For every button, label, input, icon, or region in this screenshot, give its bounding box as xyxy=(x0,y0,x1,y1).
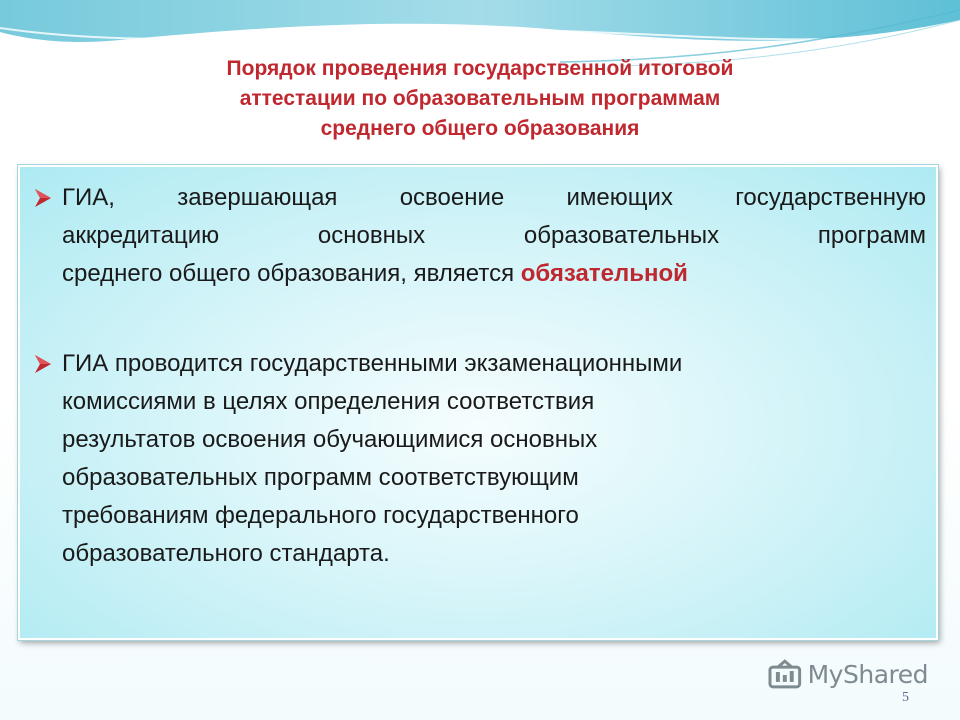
bullet-line: образовательных программ соответствующим xyxy=(62,464,579,491)
slide-title xyxy=(110,54,850,144)
page-number: 5 xyxy=(902,690,909,705)
content-box xyxy=(18,165,938,640)
bullet-item xyxy=(32,345,926,573)
bullet-line: результатов освоения обучающимися основных xyxy=(62,426,598,453)
bullet-line: ГИА проводится государственными экзаменационными xyxy=(62,350,683,377)
bullet-line: аккредитацию основных образовательных программ xyxy=(62,222,926,249)
bullet-line: комиссиями в целях определения соответствия xyxy=(62,388,595,415)
arrowhead-bullet-icon xyxy=(32,353,54,375)
bullet-line: ГИА, завершающая освоение имеющих государственную xyxy=(62,184,926,211)
bullet-line: образовательного стандарта. xyxy=(62,540,390,567)
myshared-watermark[interactable] xyxy=(768,657,928,691)
title-line: Порядок проведения государственной итоговой xyxy=(226,57,734,80)
bullet-line xyxy=(62,255,926,293)
myshared-logo-icon xyxy=(768,659,802,689)
watermark-text: MyShared xyxy=(807,659,928,689)
bullet-line-text: среднего общего образования, является xyxy=(62,260,521,287)
arrowhead-bullet-icon xyxy=(32,187,54,209)
title-line: аттестации по образовательным программам xyxy=(239,87,721,110)
bullet-item xyxy=(32,179,926,293)
bullet-text xyxy=(62,345,926,573)
emphasis-text: обязательной xyxy=(520,260,688,287)
title-line: среднего общего образования xyxy=(320,117,640,140)
bullet-text xyxy=(62,179,926,293)
bullet-line: требованиям федерального государственного xyxy=(62,502,579,529)
